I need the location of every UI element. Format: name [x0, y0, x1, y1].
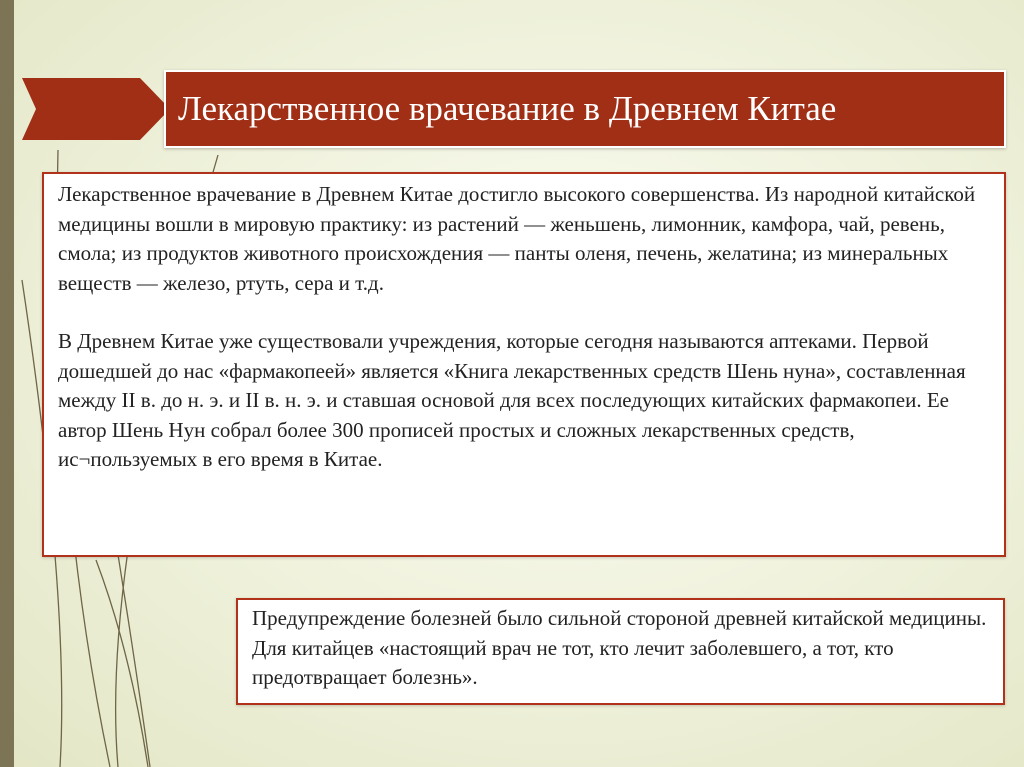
- note-text: Предупреждение болезней было сильной стороной древней китайской медицины. Для китайцев «настоящий врач не тот, кто лечит заболевшего, а тот, кто предотвращает болезнь».: [252, 606, 987, 689]
- title-banner: [164, 70, 1006, 148]
- arrow-icon: [22, 78, 170, 140]
- main-text-box: [42, 172, 1006, 557]
- paragraph-2: В Древнем Китае уже существовали учреждения, которые сегодня называются аптеками. Первой дошедшей до нас «фармакопеей» является «Книга лекарственных средств Шень нуна», составленная между II в. до н. э. и II в. н. э. и ставшая основой для всех последующих китайских фармакопеи. Ее автор Шень Нун собрал более 300 прописей простых и сложных лекарственных средств, ис¬пользуемых в его время в Китае.: [58, 329, 966, 471]
- page-title: Лекарственное врачевание в Древнем Китае: [178, 89, 837, 128]
- paragraph-1: Лекарственное врачевание в Древнем Китае достигло высокого совершенства. Из народной китайской медицины вошли в мировую практику: из растений — женьшень, лимонник, камфора, чай, ревень, смола; из продуктов животного происхождения — панты оленя, печень, желатина; из минеральных веществ — железо, ртуть, сера и т.д.: [58, 182, 976, 295]
- note-text-box: [236, 598, 1005, 705]
